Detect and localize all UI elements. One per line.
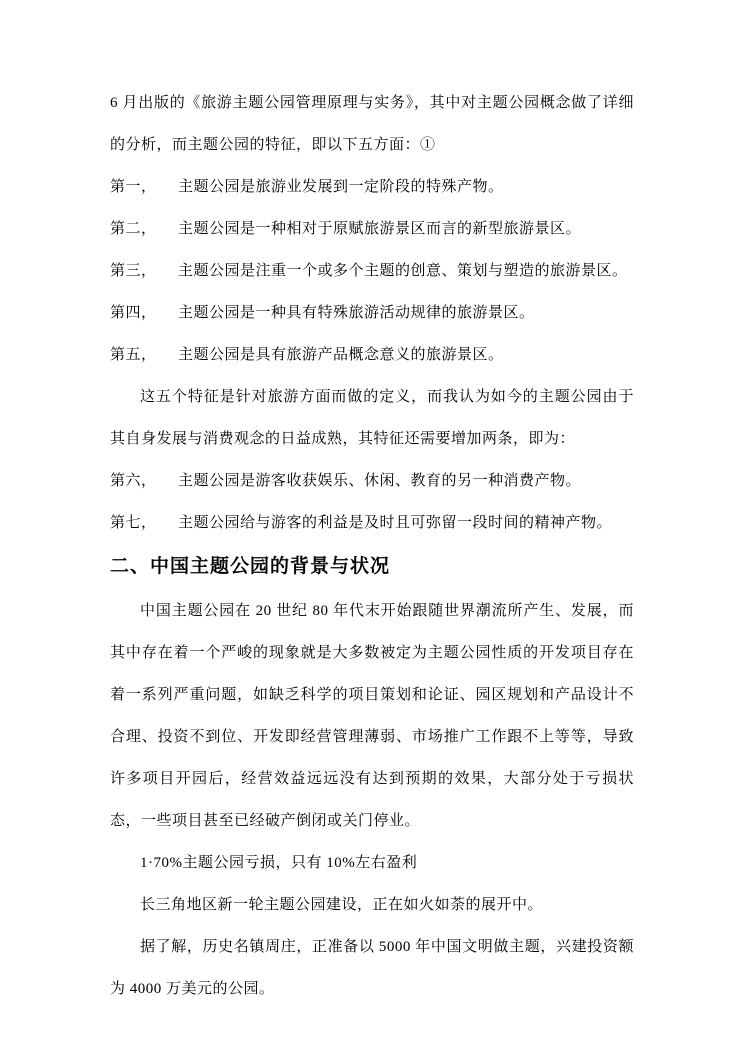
- list-item-label: 第四，: [110, 305, 157, 321]
- list-item-text: 主题公园是游客收获娱乐、休闲、教育的另一种消费产物。: [178, 473, 582, 489]
- list-item-label: 第三，: [110, 263, 157, 279]
- list-item: [110, 250, 634, 292]
- list-item: [110, 208, 634, 250]
- list-item: [110, 292, 634, 334]
- list-item-text: 主题公园是一种相对于原赋旅游景区而言的新型旅游景区。: [178, 221, 582, 237]
- paragraph: 这五个特征是针对旅游方面而做的定义，而我认为如今的主题公园由于其自身发展与消费观念的日益成熟，其特征还需要增加两条，即为：: [110, 389, 634, 447]
- paragraph: 据了解，历史名镇周庄，正准备以 5000 年中国文明做主题，兴建投资额为 4000 万美元的公园。: [110, 939, 634, 997]
- paragraph: 中国主题公园在 20 世纪 80 年代末开始跟随世界潮流所产生、发展，而其中存在着一个严峻的现象就是大多数被定为主题公园性质的开发项目存在着一系列严重问题，如缺乏科学的项目策划和论证、园区规划和产品设计不合理、投资不到位、开发即经营管理薄弱、市场推广工作跟不上等等，导致许多项目开园后，经营效益远远没有达到预期的效果，大部分处于亏损状态，一些项目甚至已经破产倒闭或关门停业。: [110, 603, 634, 829]
- list-item: [110, 334, 634, 376]
- list-item-text: 主题公园是旅游业发展到一定阶段的特殊产物。: [178, 179, 504, 195]
- list-item: [110, 460, 634, 502]
- list-item-label: 第七，: [110, 515, 157, 531]
- list-item-text: 主题公园给与游客的利益是及时且可弥留一段时间的精神产物。: [178, 515, 613, 531]
- section-heading: 二、中国主题公园的背景与状况: [110, 556, 391, 577]
- list-item-text: 主题公园是一种具有特殊旅游活动规律的旅游景区。: [178, 305, 535, 321]
- list-item-label: 第一，: [110, 179, 157, 195]
- list-item-label: 第六，: [110, 473, 157, 489]
- list-item: [110, 502, 634, 544]
- paragraph: 长三角地区新一轮主题公园建设，正在如火如荼的展开中。: [140, 897, 544, 913]
- paragraph: 1·70%主题公园亏损，只有 10%左右盈利: [140, 855, 418, 871]
- list-item-label: 第二，: [110, 221, 157, 237]
- paragraph: 6 月出版的《旅游主题公园管理原理与实务》，其中对主题公园概念做了详细的分析，而主题公园的特征，即以下五方面：①: [110, 95, 634, 153]
- list-item: [110, 166, 634, 208]
- list-item-text: 主题公园是注重一个或多个主题的创意、策划与塑造的旅游景区。: [178, 263, 628, 279]
- list-item-text: 主题公园是具有旅游产品概念意义的旅游景区。: [178, 347, 504, 363]
- list-item-label: 第五，: [110, 347, 157, 363]
